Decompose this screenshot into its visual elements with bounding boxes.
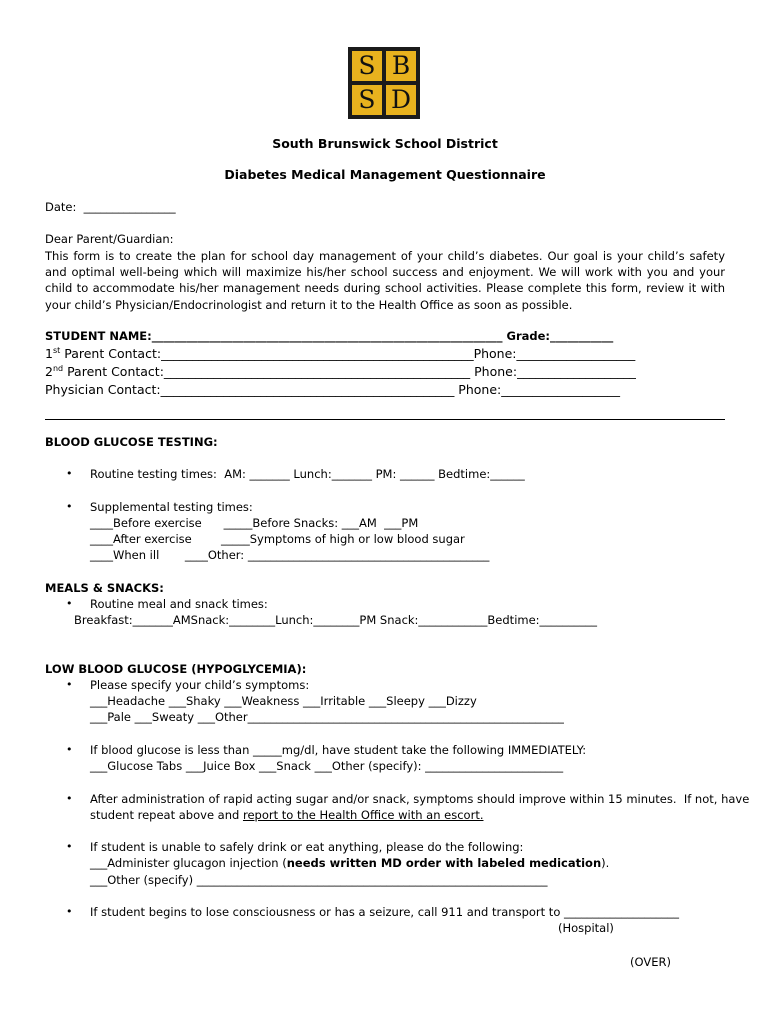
bullet: • bbox=[66, 467, 73, 480]
health-office-escort-note: report to the Health Office with an escort. bbox=[242, 808, 484, 822]
parent2-superscript: nd bbox=[52, 364, 64, 373]
form-title: Diabetes Medical Management Questionnaire bbox=[224, 167, 546, 182]
logo-letter-b: B bbox=[386, 51, 416, 81]
hypo-heading: LOW BLOOD GLUCOSE (HYPOGLYCEMIA): bbox=[45, 662, 307, 676]
parent1-number: 1 bbox=[45, 346, 53, 361]
over-label: (OVER) bbox=[630, 955, 671, 969]
symptoms-options-1[interactable]: ___Headache ___Shaky ___Weakness ___Irritable ___Sleepy ___Dizzy bbox=[90, 694, 477, 708]
routine-testing-times[interactable]: Routine testing times: AM: _______ Lunch:_______ PM: ______ Bedtime:______ bbox=[90, 467, 525, 481]
section-divider bbox=[45, 419, 725, 420]
physician-contact-field[interactable]: Physician Contact:_______________________________________________ Phone:___________________ bbox=[45, 382, 620, 397]
bullet: • bbox=[66, 500, 73, 513]
logo-letter-s2: S bbox=[352, 85, 382, 115]
bullet: • bbox=[66, 840, 73, 853]
md-order-note: needs written MD order with labeled medication bbox=[286, 856, 602, 870]
symptoms-label: Please specify your child’s symptoms: bbox=[90, 678, 310, 692]
parent2-contact-field[interactable] bbox=[45, 364, 636, 379]
glucagon-option-close: ). bbox=[601, 856, 610, 870]
parent2-number: 2 bbox=[45, 364, 53, 379]
salutation: Dear Parent/Guardian: bbox=[45, 232, 174, 246]
bullet: • bbox=[66, 597, 73, 610]
other-specify-field[interactable]: ___Other (specify) _____________________________________________________________ bbox=[90, 873, 548, 887]
supplemental-options-1[interactable]: ____Before exercise _____Before Snacks: ___AM ___PM bbox=[90, 516, 419, 530]
meals-heading: MEALS & SNACKS: bbox=[45, 581, 164, 595]
district-logo bbox=[348, 47, 420, 119]
glucose-testing-heading: BLOOD GLUCOSE TESTING: bbox=[45, 435, 218, 449]
repeat-instruction-text: student repeat above and bbox=[90, 808, 243, 822]
supplemental-options-3[interactable]: ____When ill ____Other: __________________________________________ bbox=[90, 548, 490, 562]
meal-times-fields[interactable]: Breakfast:_______AMSnack:________Lunch:________PM Snack:____________Bedtime:__________ bbox=[74, 613, 598, 627]
logo-letter-d: D bbox=[386, 85, 416, 115]
logo-letter-s: S bbox=[352, 51, 382, 81]
student-name-field[interactable]: STUDENT NAME:_____________________________________________________________ Grade:___________ bbox=[45, 329, 614, 343]
parent1-contact-field[interactable] bbox=[45, 346, 635, 361]
treatment-options[interactable]: ___Glucose Tabs ___Juice Box ___Snack ___Other (specify): ________________________ bbox=[90, 759, 564, 773]
bullet: • bbox=[66, 743, 73, 756]
glucagon-option-text: ___Administer glucagon injection ( bbox=[90, 856, 287, 870]
repeat-instruction bbox=[90, 808, 483, 822]
bullet: • bbox=[66, 678, 73, 691]
bullet: • bbox=[66, 905, 73, 918]
parent1-superscript: st bbox=[52, 346, 61, 355]
letter-body: This form is to create the plan for school day management of your child’s diabetes. Our goal is your child’s safety and optimal well-being which will maximize his/her school success and enjoyment. We will work with you and your child to accommodate his/her management needs during school activities. Please complete this form, review it with your child’s Physician/Endocrinologist and return it to the Health Office as soon as possible. bbox=[45, 249, 725, 312]
supplemental-options-2[interactable]: ____After exercise _____Symptoms of high or low blood sugar bbox=[90, 532, 465, 546]
date-field[interactable]: Date: ________________ bbox=[45, 200, 176, 214]
glucose-threshold-field[interactable]: If blood glucose is less than _____mg/dl, have student take the following IMMEDIATELY: bbox=[90, 743, 587, 757]
after-admin-text: After administration of rapid acting sugar and/or snack, symptoms should improve within 15 minutes. If not, have bbox=[90, 792, 750, 806]
parent1-line: Parent Contact:__________________________________________________Phone:___________________ bbox=[60, 346, 636, 361]
unable-to-eat-text: If student is unable to safely drink or eat anything, please do the following: bbox=[90, 840, 524, 854]
meal-times-label: Routine meal and snack times: bbox=[90, 597, 268, 611]
bullet: • bbox=[66, 792, 73, 805]
hospital-label: (Hospital) bbox=[558, 921, 614, 935]
supplemental-testing-label: Supplemental testing times: bbox=[90, 500, 253, 514]
glucagon-option[interactable] bbox=[90, 856, 609, 870]
seizure-hospital-field[interactable]: If student begins to lose consciousness or has a seizure, call 911 and transport to ____________________ bbox=[90, 905, 680, 919]
district-name: South Brunswick School District bbox=[272, 136, 498, 151]
symptoms-options-2[interactable]: ___Pale ___Sweaty ___Other_______________________________________________________ bbox=[90, 710, 564, 724]
parent2-line: Parent Contact:_________________________________________________ Phone:___________________ bbox=[63, 364, 636, 379]
